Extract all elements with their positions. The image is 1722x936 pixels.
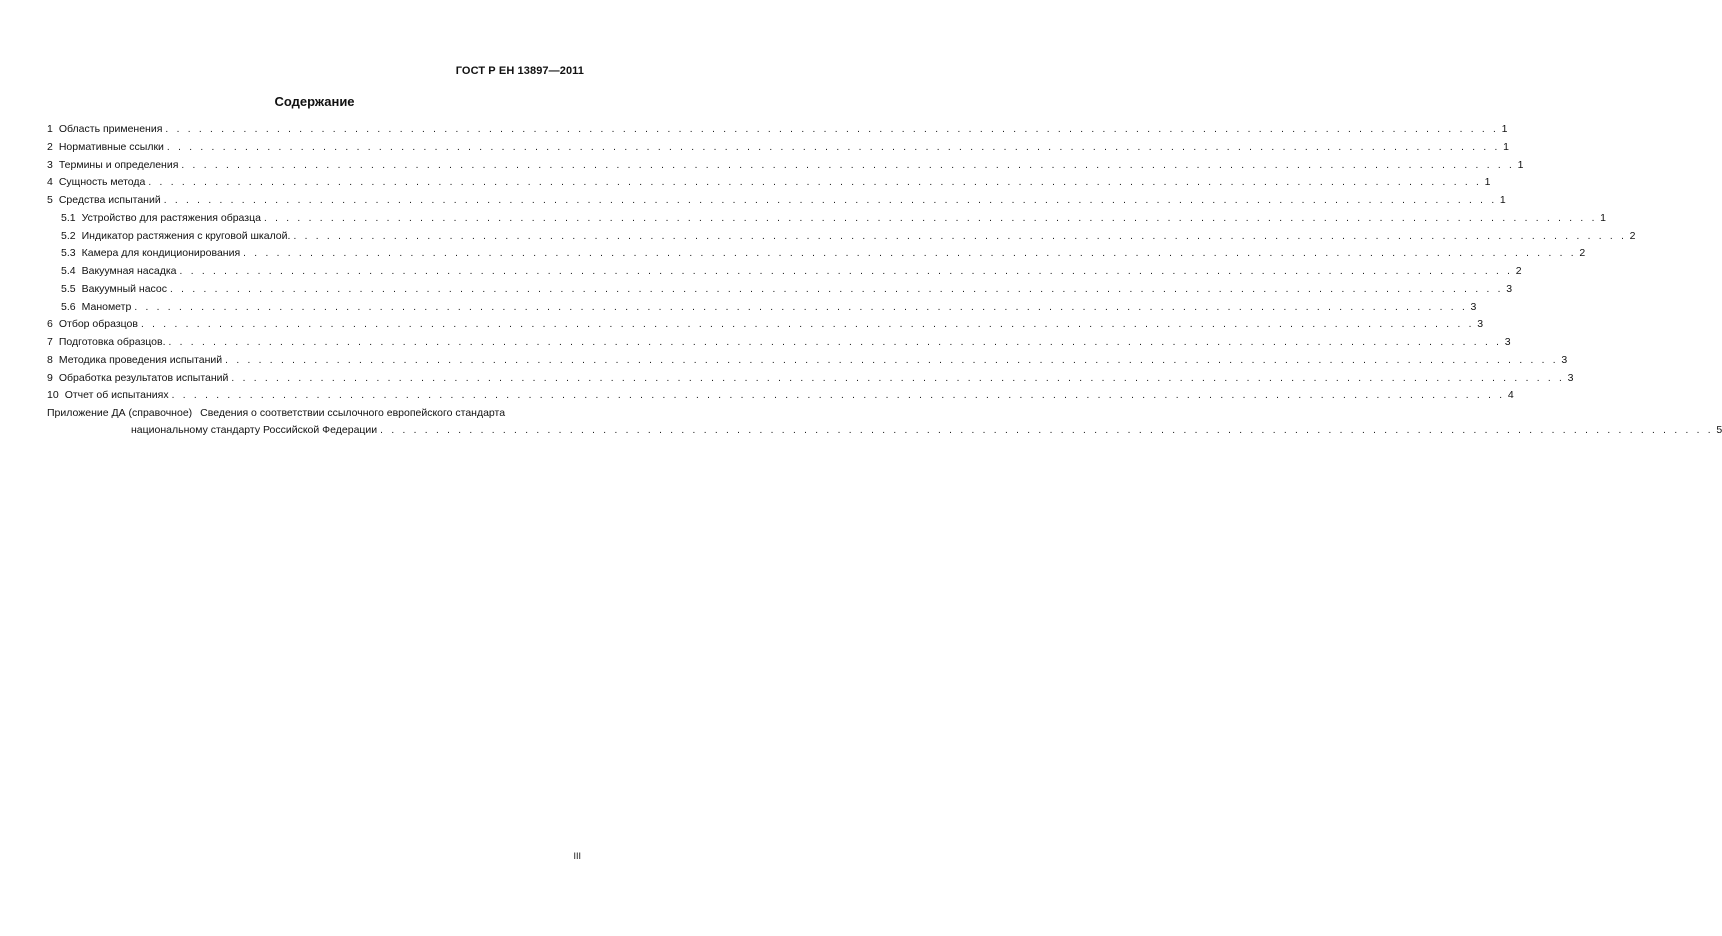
toc-entry-title: Вакуумный насос bbox=[81, 282, 167, 295]
annex-label: Приложение ДА (справочное) bbox=[47, 407, 193, 419]
toc-entry-page-number: 1 bbox=[1499, 194, 1506, 206]
toc-entry-number: 1 bbox=[47, 123, 53, 135]
toc-entry[interactable] bbox=[47, 370, 1574, 388]
toc-entry-page-number: 3 bbox=[1506, 282, 1513, 295]
toc-entry-number: 5.1 bbox=[61, 211, 76, 224]
toc-leader-dots: . . . . . . . . . . . . . . . . . . . . . . . . . . . . . . . . . . . . . . . . . . . . . . . . . . . . . . . . . . . . . . . . . . . . . . . . . . . . . . . . . . . . . . . . . . . . . . . . . . . . . . . . . . . . . . . . . . . . . . . . bbox=[231, 372, 1565, 384]
toc-leader-dots: . . . . . . . . . . . . . . . . . . . . . . . . . . . . . . . . . . . . . . . . . . . . . . . . . . . . . . . . . . . . . . . . . . . . . . . . . . . . . . . . . . . . . . . . . . . . . . . . . . . . . . . . . . . . . . . . . . . . . . . . bbox=[179, 266, 1513, 277]
annex-line-1 bbox=[47, 405, 584, 422]
toc-entry-number: 10 bbox=[47, 389, 59, 402]
toc-entry-page-number: 1 bbox=[1501, 123, 1508, 135]
toc-entry[interactable] bbox=[47, 334, 1511, 352]
toc-leader-dots: . . . . . . . . . . . . . . . . . . . . . . . . . . . . . . . . . . . . . . . . . . . . . . . . . . . . . . . . . . . . . . . . . . . . . . . . . . . . . . . . . . . . . . . . . . . . . . . . . . . . . . . . . . . . . . . . . . . . . . . . bbox=[163, 195, 1497, 206]
toc-entry[interactable] bbox=[47, 263, 1522, 281]
toc-entry-title: Манометр bbox=[81, 300, 132, 313]
toc-entry-page-number: 2 bbox=[1629, 229, 1636, 242]
toc-entry-title: Подготовка образцов. bbox=[58, 336, 166, 348]
toc-entry-title: Отчет об испытаниях bbox=[64, 389, 169, 402]
toc-entry-page-number: 1 bbox=[1484, 176, 1491, 189]
toc-entry-title: Обработка результатов испытаний bbox=[58, 371, 229, 384]
toc-entry-number: 4 bbox=[47, 176, 53, 189]
toc-entry[interactable] bbox=[47, 210, 1607, 228]
toc-entry-title: Сущность метода bbox=[58, 176, 146, 189]
toc-entry-number: 7 bbox=[47, 336, 53, 348]
toc-entry-page-number: 2 bbox=[1515, 265, 1522, 277]
toc-leader-dots: . . . . . . . . . . . . . . . . . . . . . . . . . . . . . . . . . . . . . . . . . . . . . . . . . . . . . . . . . . . . . . . . . . . . . . . . . . . . . . . . . . . . . . . . . . . . . . . . . . . . . . . . . . . . . . . . . . . . . . . . bbox=[181, 159, 1515, 171]
toc-leader-dots: . . . . . . . . . . . . . . . . . . . . . . . . . . . . . . . . . . . . . . . . . . . . . . . . . . . . . . . . . . . . . . . . . . . . . . . . . . . . . . . . . . . . . . . . . . . . . . . . . . . . . . . . . . . . . . . . . . . . . . . . bbox=[171, 390, 1505, 402]
toc-entry[interactable] bbox=[47, 299, 1477, 317]
toc-entry-page-number: 3 bbox=[1504, 336, 1511, 348]
toc-entry-title: Вакуумная насадка bbox=[81, 265, 177, 277]
toc-entry-page-number: 3 bbox=[1470, 300, 1477, 313]
toc-annex-entry[interactable] bbox=[47, 405, 1722, 439]
toc-entry[interactable] bbox=[47, 316, 1484, 334]
toc-entry-page-number: 1 bbox=[1517, 158, 1524, 171]
toc-leader-dots: . . . . . . . . . . . . . . . . . . . . . . . . . . . . . . . . . . . . . . . . . . . . . . . . . . . . . . . . . . . . . . . . . . . . . . . . . . . . . . . . . . . . . . . . . . . . . . . . . . . . . . . . . . . . . . . . . . . . . . . . bbox=[166, 141, 1501, 153]
toc-entry[interactable] bbox=[47, 228, 1636, 246]
toc-entry-title: Область применения bbox=[58, 123, 163, 135]
table-of-contents bbox=[47, 121, 1722, 439]
toc-entry-page-number: 3 bbox=[1477, 318, 1484, 331]
toc-leader-dots: . . . . . . . . . . . . . . . . . . . . . . . . . . . . . . . . . . . . . . . . . . . . . . . . . . . . . . . . . . . . . . . . . . . . . . . . . . . . . . . . . . . . . . . . . . . . . . . . . . . . . . . . . . . . . . . . . . . . . . . . bbox=[140, 319, 1475, 331]
annex-page-number: 5 bbox=[1716, 424, 1722, 436]
toc-entry[interactable] bbox=[47, 245, 1586, 263]
toc-entry-title: Средства испытаний bbox=[58, 194, 161, 206]
toc-leader-dots: . . . . . . . . . . . . . . . . . . . . . . . . . . . . . . . . . . . . . . . . . . . . . . . . . . . . . . . . . . . . . . . . . . . . . . . . . . . . . . . . . . . . . . . . . . . . . . . . . . . . . . . . . . . . . . . . . . . . . . . . bbox=[243, 248, 1577, 260]
toc-entry[interactable] bbox=[47, 139, 1509, 157]
annex-line-2 bbox=[47, 422, 1722, 439]
toc-entry-page-number: 3 bbox=[1567, 371, 1574, 384]
page-number: III bbox=[573, 851, 581, 861]
toc-entry-number: 5.6 bbox=[61, 300, 76, 313]
toc-entry-title: Термины и определения bbox=[58, 158, 179, 171]
standard-designation: ГОСТ Р ЕН 13897—2011 bbox=[455, 65, 584, 77]
toc-leader-dots: . . . . . . . . . . . . . . . . . . . . . . . . . . . . . . . . . . . . . . . . . . . . . . . . . . . . . . . . . . . . . . . . . . . . . . . . . . . . . . . . . . . . . . . . . . . . . . . . . . . . . . . . . . . . . . . . . . . . . . . . bbox=[380, 425, 1714, 436]
toc-leader-dots: . . . . . . . . . . . . . . . . . . . . . . . . . . . . . . . . . . . . . . . . . . . . . . . . . . . . . . . . . . . . . . . . . . . . . . . . . . . . . . . . . . . . . . . . . . . . . . . . . . . . . . . . . . . . . . . . . . . . . . . . bbox=[293, 230, 1627, 242]
toc-leader-dots: . . . . . . . . . . . . . . . . . . . . . . . . . . . . . . . . . . . . . . . . . . . . . . . . . . . . . . . . . . . . . . . . . . . . . . . . . . . . . . . . . . . . . . . . . . . . . . . . . . . . . . . . . . . . . . . . . . . . . . . . bbox=[165, 124, 1499, 135]
toc-entry[interactable] bbox=[47, 192, 1506, 210]
toc-title: Содержание bbox=[274, 94, 355, 109]
toc-entry-number: 8 bbox=[47, 353, 53, 366]
toc-leader-dots: . . . . . . . . . . . . . . . . . . . . . . . . . . . . . . . . . . . . . . . . . . . . . . . . . . . . . . . . . . . . . . . . . . . . . . . . . . . . . . . . . . . . . . . . . . . . . . . . . . . . . . . . . . . . . . . . . . . . . . . . bbox=[170, 283, 1504, 295]
toc-entry[interactable] bbox=[47, 157, 1524, 175]
toc-entry[interactable] bbox=[47, 352, 1568, 370]
annex-title-line-2: национальному стандарту Российской Федерации bbox=[131, 424, 378, 436]
toc-entry-number: 3 bbox=[47, 158, 53, 171]
toc-entry-title: Нормативные ссылки bbox=[58, 140, 164, 153]
toc-entry-number: 2 bbox=[47, 140, 53, 153]
toc-entry-title: Устройство для растяжения образца bbox=[81, 211, 261, 224]
toc-entry-number: 5.2 bbox=[61, 229, 76, 242]
toc-entry[interactable] bbox=[47, 174, 1491, 192]
toc-entry-title: Отбор образцов bbox=[58, 318, 138, 331]
toc-leader-dots: . . . . . . . . . . . . . . . . . . . . . . . . . . . . . . . . . . . . . . . . . . . . . . . . . . . . . . . . . . . . . . . . . . . . . . . . . . . . . . . . . . . . . . . . . . . . . . . . . . . . . . . . . . . . . . . . . . . . . . . . bbox=[263, 212, 1598, 224]
toc-entry-title: Методика проведения испытаний bbox=[58, 353, 223, 366]
toc-entry[interactable] bbox=[47, 281, 1513, 299]
toc-leader-dots: . . . . . . . . . . . . . . . . . . . . . . . . . . . . . . . . . . . . . . . . . . . . . . . . . . . . . . . . . . . . . . . . . . . . . . . . . . . . . . . . . . . . . . . . . . . . . . . . . . . . . . . . . . . . . . . . . . . . . . . . bbox=[148, 177, 1482, 189]
toc-entry-title: Индикатор растяжения с круговой шкалой. bbox=[81, 229, 291, 242]
toc-entry-number: 5.4 bbox=[61, 265, 76, 277]
toc-entry-number: 6 bbox=[47, 318, 53, 331]
toc-entry-number: 5.5 bbox=[61, 282, 76, 295]
toc-entry-page-number: 2 bbox=[1579, 247, 1586, 260]
toc-leader-dots: . . . . . . . . . . . . . . . . . . . . . . . . . . . . . . . . . . . . . . . . . . . . . . . . . . . . . . . . . . . . . . . . . . . . . . . . . . . . . . . . . . . . . . . . . . . . . . . . . . . . . . . . . . . . . . . . . . . . . . . . bbox=[225, 354, 1559, 366]
toc-entry[interactable] bbox=[47, 121, 1508, 139]
toc-entry-number: 5 bbox=[47, 194, 53, 206]
toc-entry-number: 5.3 bbox=[61, 247, 76, 260]
annex-title-line-1: Сведения о соответствии ссылочного европейского стандарта bbox=[200, 407, 506, 419]
toc-entry-page-number: 3 bbox=[1561, 353, 1568, 366]
toc-entry-page-number: 1 bbox=[1600, 211, 1607, 224]
toc-entry-title: Камера для кондиционирования bbox=[81, 247, 241, 260]
toc-entry-page-number: 1 bbox=[1503, 140, 1509, 153]
toc-entry[interactable] bbox=[47, 387, 1514, 405]
toc-leader-dots: . . . . . . . . . . . . . . . . . . . . . . . . . . . . . . . . . . . . . . . . . . . . . . . . . . . . . . . . . . . . . . . . . . . . . . . . . . . . . . . . . . . . . . . . . . . . . . . . . . . . . . . . . . . . . . . . . . . . . . . . bbox=[134, 301, 1468, 313]
toc-entry-page-number: 4 bbox=[1507, 389, 1514, 402]
toc-entry-number: 9 bbox=[47, 371, 53, 384]
toc-leader-dots: . . . . . . . . . . . . . . . . . . . . . . . . . . . . . . . . . . . . . . . . . . . . . . . . . . . . . . . . . . . . . . . . . . . . . . . . . . . . . . . . . . . . . . . . . . . . . . . . . . . . . . . . . . . . . . . . . . . . . . . . bbox=[168, 337, 1502, 348]
